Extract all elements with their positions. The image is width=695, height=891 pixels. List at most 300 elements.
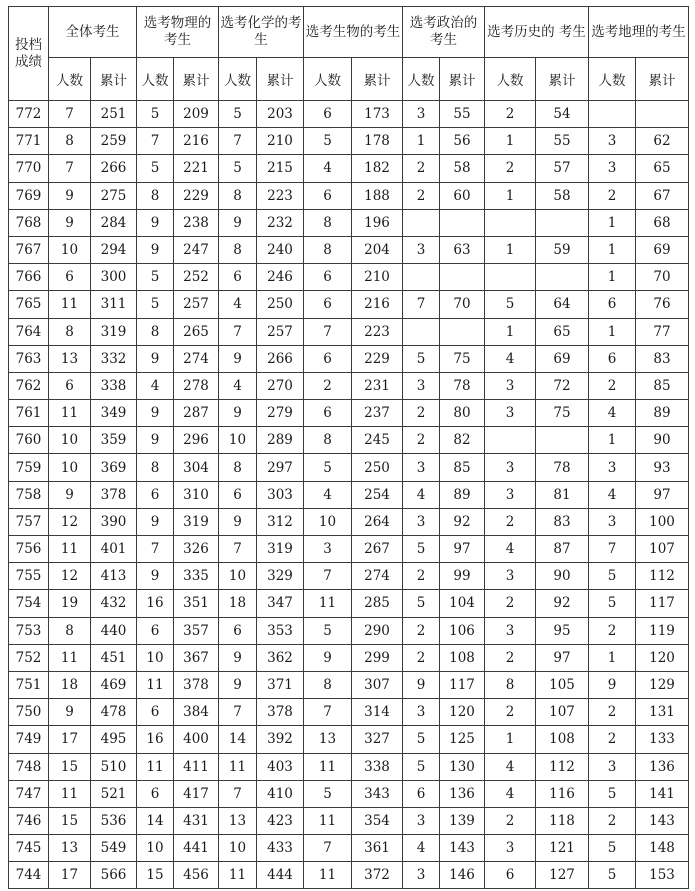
- cell-geography-cumulative: 100: [636, 508, 689, 535]
- cell-biology-cumulative: 223: [352, 318, 403, 345]
- cell-history-cumulative: 112: [536, 753, 589, 780]
- cell-all-cumulative: 251: [91, 101, 137, 128]
- cell-history-count: 2: [485, 644, 536, 671]
- cell-history-cumulative: 72: [536, 372, 589, 399]
- cell-physics-cumulative: 247: [174, 236, 219, 263]
- cell-history-count: 3: [485, 400, 536, 427]
- cell-history-cumulative: 90: [536, 563, 589, 590]
- cell-biology-cumulative: 188: [352, 182, 403, 209]
- cell-chemistry-count: 7: [219, 128, 257, 155]
- header-row-groups: [9, 7, 689, 58]
- cell-physics-cumulative: 319: [174, 508, 219, 535]
- cell-history-count: 3: [485, 481, 536, 508]
- cell-geography-cumulative: 76: [636, 291, 689, 318]
- cell-geography-cumulative: [636, 101, 689, 128]
- cell-physics-count: 6: [137, 780, 174, 807]
- cell-history-count: 5: [485, 291, 536, 318]
- cell-chemistry-count: 11: [219, 862, 257, 889]
- header-cumulative: 累计: [91, 58, 137, 101]
- cell-history-count: 3: [485, 617, 536, 644]
- cell-all-cumulative: 311: [91, 291, 137, 318]
- cell-politics-count: [403, 318, 440, 345]
- cell-score: 769: [9, 182, 49, 209]
- cell-all-count: 11: [49, 780, 91, 807]
- cell-chemistry-cumulative: 289: [257, 427, 304, 454]
- cell-physics-cumulative: 274: [174, 345, 219, 372]
- cell-all-cumulative: 413: [91, 563, 137, 590]
- cell-physics-count: 9: [137, 563, 174, 590]
- header-count: 人数: [485, 58, 536, 101]
- table-row: [9, 454, 689, 481]
- cell-score: 765: [9, 291, 49, 318]
- cell-politics-cumulative: 56: [440, 128, 485, 155]
- cell-history-count: 2: [485, 155, 536, 182]
- cell-biology-count: 8: [304, 427, 352, 454]
- cell-physics-count: 5: [137, 155, 174, 182]
- cell-history-cumulative: 105: [536, 671, 589, 698]
- cell-biology-cumulative: 354: [352, 807, 403, 834]
- cell-geography-cumulative: 97: [636, 481, 689, 508]
- cell-geography-count: 6: [589, 291, 636, 318]
- cell-politics-count: 3: [403, 236, 440, 263]
- cell-all-count: 8: [49, 617, 91, 644]
- cell-all-cumulative: 566: [91, 862, 137, 889]
- cell-politics-cumulative: 99: [440, 563, 485, 590]
- cell-politics-cumulative: 85: [440, 454, 485, 481]
- cell-history-count: 4: [485, 780, 536, 807]
- cell-geography-count: 1: [589, 644, 636, 671]
- header-cumulative: 累计: [440, 58, 485, 101]
- cell-geography-cumulative: 131: [636, 699, 689, 726]
- cell-politics-count: 6: [403, 780, 440, 807]
- cell-all-cumulative: 536: [91, 807, 137, 834]
- cell-geography-cumulative: 68: [636, 209, 689, 236]
- cell-biology-count: 4: [304, 481, 352, 508]
- cell-biology-cumulative: 267: [352, 536, 403, 563]
- cell-all-cumulative: 469: [91, 671, 137, 698]
- cell-physics-cumulative: 304: [174, 454, 219, 481]
- cell-score: 766: [9, 264, 49, 291]
- cell-politics-count: 2: [403, 644, 440, 671]
- cell-score: 770: [9, 155, 49, 182]
- cell-biology-count: 7: [304, 563, 352, 590]
- cell-politics-count: 2: [403, 427, 440, 454]
- cell-biology-count: 6: [304, 101, 352, 128]
- cell-geography-cumulative: 83: [636, 345, 689, 372]
- cell-chemistry-count: 5: [219, 101, 257, 128]
- table-row: [9, 481, 689, 508]
- cell-biology-cumulative: 229: [352, 345, 403, 372]
- header-group-chemistry: 选考化学的考生: [219, 7, 304, 58]
- header-group-history: 选考历史的 考生: [485, 7, 589, 58]
- cell-score: 749: [9, 726, 49, 753]
- cell-chemistry-cumulative: 392: [257, 726, 304, 753]
- cell-geography-cumulative: 119: [636, 617, 689, 644]
- cell-physics-cumulative: 335: [174, 563, 219, 590]
- cell-physics-cumulative: 400: [174, 726, 219, 753]
- cell-politics-count: 5: [403, 590, 440, 617]
- cell-politics-count: 3: [403, 372, 440, 399]
- cell-score: 750: [9, 699, 49, 726]
- cell-physics-count: 8: [137, 454, 174, 481]
- cell-biology-count: 8: [304, 236, 352, 263]
- cell-politics-cumulative: 63: [440, 236, 485, 263]
- cell-all-count: 17: [49, 726, 91, 753]
- cell-all-cumulative: 390: [91, 508, 137, 535]
- cell-history-cumulative: 108: [536, 726, 589, 753]
- header-count: 人数: [49, 58, 91, 101]
- cell-physics-count: 10: [137, 644, 174, 671]
- cell-politics-count: 3: [403, 807, 440, 834]
- cell-all-count: 13: [49, 835, 91, 862]
- cell-all-cumulative: 338: [91, 372, 137, 399]
- cell-politics-cumulative: 106: [440, 617, 485, 644]
- table-row: [9, 209, 689, 236]
- cell-chemistry-count: 13: [219, 807, 257, 834]
- cell-physics-count: 9: [137, 209, 174, 236]
- cell-geography-count: 2: [589, 182, 636, 209]
- cell-geography-cumulative: 153: [636, 862, 689, 889]
- cell-all-count: 9: [49, 209, 91, 236]
- cell-history-cumulative: 54: [536, 101, 589, 128]
- cell-score: 747: [9, 780, 49, 807]
- cell-score: 762: [9, 372, 49, 399]
- cell-physics-count: 15: [137, 862, 174, 889]
- cell-politics-cumulative: 58: [440, 155, 485, 182]
- cell-all-cumulative: 521: [91, 780, 137, 807]
- cell-all-cumulative: 401: [91, 536, 137, 563]
- cell-biology-cumulative: 299: [352, 644, 403, 671]
- cell-physics-cumulative: 378: [174, 671, 219, 698]
- cell-all-cumulative: 432: [91, 590, 137, 617]
- cell-chemistry-cumulative: 433: [257, 835, 304, 862]
- cell-politics-count: 5: [403, 536, 440, 563]
- cell-history-cumulative: 83: [536, 508, 589, 535]
- cell-score: 763: [9, 345, 49, 372]
- cell-geography-count: 2: [589, 617, 636, 644]
- cell-geography-count: 3: [589, 508, 636, 535]
- cell-biology-cumulative: 250: [352, 454, 403, 481]
- cell-all-count: 8: [49, 128, 91, 155]
- cell-history-count: 2: [485, 101, 536, 128]
- cell-politics-count: 7: [403, 291, 440, 318]
- cell-geography-count: 2: [589, 372, 636, 399]
- header-cumulative: 累计: [174, 58, 219, 101]
- cell-politics-count: 3: [403, 508, 440, 535]
- cell-biology-cumulative: 327: [352, 726, 403, 753]
- cell-politics-count: 2: [403, 400, 440, 427]
- cell-history-count: [485, 209, 536, 236]
- cell-all-count: 15: [49, 807, 91, 834]
- header-group-geography: 选考地理的考生: [589, 7, 689, 58]
- cell-biology-cumulative: 307: [352, 671, 403, 698]
- cell-chemistry-count: 6: [219, 481, 257, 508]
- cell-geography-count: 4: [589, 400, 636, 427]
- cell-history-count: 3: [485, 835, 536, 862]
- cell-history-cumulative: 69: [536, 345, 589, 372]
- cell-history-cumulative: [536, 427, 589, 454]
- cell-geography-cumulative: 117: [636, 590, 689, 617]
- cell-politics-count: 5: [403, 345, 440, 372]
- cell-history-count: 2: [485, 590, 536, 617]
- cell-all-count: 9: [49, 182, 91, 209]
- cell-all-cumulative: 378: [91, 481, 137, 508]
- cell-chemistry-count: 9: [219, 209, 257, 236]
- cell-chemistry-count: 7: [219, 318, 257, 345]
- cell-chemistry-cumulative: 319: [257, 536, 304, 563]
- cell-history-cumulative: 116: [536, 780, 589, 807]
- header-score: 投档成绩: [9, 7, 49, 101]
- cell-all-count: 11: [49, 291, 91, 318]
- cell-physics-count: 11: [137, 753, 174, 780]
- cell-chemistry-cumulative: 410: [257, 780, 304, 807]
- cell-geography-cumulative: 129: [636, 671, 689, 698]
- cell-biology-cumulative: 210: [352, 264, 403, 291]
- cell-chemistry-cumulative: 240: [257, 236, 304, 263]
- cell-geography-count: 3: [589, 128, 636, 155]
- cell-chemistry-count: 9: [219, 671, 257, 698]
- cell-all-count: 11: [49, 400, 91, 427]
- cell-history-count: 3: [485, 563, 536, 590]
- cell-history-cumulative: 107: [536, 699, 589, 726]
- cell-politics-cumulative: [440, 264, 485, 291]
- cell-politics-count: 3: [403, 862, 440, 889]
- cell-geography-cumulative: 90: [636, 427, 689, 454]
- cell-biology-count: 11: [304, 590, 352, 617]
- cell-chemistry-cumulative: 444: [257, 862, 304, 889]
- cell-politics-cumulative: 104: [440, 590, 485, 617]
- cell-history-count: 4: [485, 345, 536, 372]
- cell-physics-cumulative: 265: [174, 318, 219, 345]
- cell-politics-cumulative: 125: [440, 726, 485, 753]
- cell-geography-cumulative: 65: [636, 155, 689, 182]
- cell-geography-count: 6: [589, 345, 636, 372]
- cell-history-cumulative: 95: [536, 617, 589, 644]
- table-row: [9, 617, 689, 644]
- cell-score: 755: [9, 563, 49, 590]
- cell-chemistry-cumulative: 232: [257, 209, 304, 236]
- cell-physics-count: 10: [137, 835, 174, 862]
- cell-all-cumulative: 332: [91, 345, 137, 372]
- cell-geography-cumulative: 133: [636, 726, 689, 753]
- cell-physics-count: 6: [137, 481, 174, 508]
- cell-chemistry-cumulative: 223: [257, 182, 304, 209]
- cell-biology-count: 11: [304, 753, 352, 780]
- cell-physics-cumulative: 367: [174, 644, 219, 671]
- cell-score: 753: [9, 617, 49, 644]
- cell-all-cumulative: 495: [91, 726, 137, 753]
- cell-biology-count: 7: [304, 318, 352, 345]
- cell-all-cumulative: 369: [91, 454, 137, 481]
- cell-history-count: 1: [485, 182, 536, 209]
- cell-history-count: 4: [485, 536, 536, 563]
- cell-physics-count: 9: [137, 236, 174, 263]
- header-group-politics: 选考政治的考生: [403, 7, 485, 58]
- table-row: [9, 536, 689, 563]
- cell-politics-cumulative: 60: [440, 182, 485, 209]
- cell-chemistry-count: 11: [219, 753, 257, 780]
- cell-chemistry-cumulative: 403: [257, 753, 304, 780]
- cell-geography-cumulative: 93: [636, 454, 689, 481]
- header-cumulative: 累计: [536, 58, 589, 101]
- cell-geography-count: 2: [589, 726, 636, 753]
- cell-geography-cumulative: 141: [636, 780, 689, 807]
- table-container: [8, 6, 688, 889]
- cell-all-count: 10: [49, 427, 91, 454]
- cell-score: 752: [9, 644, 49, 671]
- cell-chemistry-count: 7: [219, 536, 257, 563]
- cell-chemistry-count: 7: [219, 699, 257, 726]
- table-body: [9, 101, 689, 889]
- cell-history-count: 2: [485, 699, 536, 726]
- cell-all-count: 7: [49, 101, 91, 128]
- cell-all-cumulative: 510: [91, 753, 137, 780]
- cell-politics-cumulative: 130: [440, 753, 485, 780]
- cell-biology-cumulative: 338: [352, 753, 403, 780]
- cell-geography-count: 2: [589, 807, 636, 834]
- cell-all-count: 19: [49, 590, 91, 617]
- cell-chemistry-cumulative: 347: [257, 590, 304, 617]
- cell-chemistry-count: 10: [219, 427, 257, 454]
- cell-score: 744: [9, 862, 49, 889]
- cell-biology-cumulative: 173: [352, 101, 403, 128]
- cell-physics-cumulative: 411: [174, 753, 219, 780]
- cell-politics-count: 4: [403, 481, 440, 508]
- cell-geography-count: 5: [589, 590, 636, 617]
- cell-geography-count: 1: [589, 209, 636, 236]
- cell-politics-cumulative: 108: [440, 644, 485, 671]
- cell-all-count: 6: [49, 264, 91, 291]
- cell-all-cumulative: 478: [91, 699, 137, 726]
- cell-history-cumulative: 55: [536, 128, 589, 155]
- cell-politics-count: 3: [403, 699, 440, 726]
- cell-all-cumulative: 259: [91, 128, 137, 155]
- cell-history-count: 2: [485, 807, 536, 834]
- table-row: [9, 372, 689, 399]
- cell-physics-count: 7: [137, 128, 174, 155]
- cell-physics-cumulative: 278: [174, 372, 219, 399]
- cell-score: 764: [9, 318, 49, 345]
- cell-all-count: 17: [49, 862, 91, 889]
- cell-chemistry-count: 5: [219, 155, 257, 182]
- cell-all-count: 12: [49, 508, 91, 535]
- table-row: [9, 671, 689, 698]
- header-group-physics: 选考物理的考生: [137, 7, 219, 58]
- cell-all-count: 10: [49, 454, 91, 481]
- cell-biology-count: 5: [304, 128, 352, 155]
- cell-physics-cumulative: 229: [174, 182, 219, 209]
- cell-history-cumulative: 65: [536, 318, 589, 345]
- cell-geography-cumulative: 89: [636, 400, 689, 427]
- cell-history-cumulative: 118: [536, 807, 589, 834]
- header-count: 人数: [219, 58, 257, 101]
- cell-physics-cumulative: 209: [174, 101, 219, 128]
- cell-history-cumulative: 121: [536, 835, 589, 862]
- cell-all-count: 10: [49, 236, 91, 263]
- cell-all-count: 6: [49, 372, 91, 399]
- cell-history-cumulative: 92: [536, 590, 589, 617]
- cell-physics-cumulative: 216: [174, 128, 219, 155]
- cell-biology-count: 6: [304, 291, 352, 318]
- cell-geography-cumulative: 85: [636, 372, 689, 399]
- cell-chemistry-count: 18: [219, 590, 257, 617]
- cell-biology-count: 13: [304, 726, 352, 753]
- header-count: 人数: [137, 58, 174, 101]
- cell-geography-count: 5: [589, 563, 636, 590]
- cell-physics-count: 6: [137, 617, 174, 644]
- table-row: [9, 345, 689, 372]
- cell-history-cumulative: 58: [536, 182, 589, 209]
- cell-physics-count: 8: [137, 182, 174, 209]
- table-row: [9, 726, 689, 753]
- cell-history-count: 1: [485, 726, 536, 753]
- cell-score: 756: [9, 536, 49, 563]
- cell-geography-count: 3: [589, 155, 636, 182]
- cell-chemistry-count: 7: [219, 780, 257, 807]
- cell-history-cumulative: 75: [536, 400, 589, 427]
- cell-biology-count: 7: [304, 699, 352, 726]
- cell-politics-cumulative: 143: [440, 835, 485, 862]
- cell-biology-cumulative: 372: [352, 862, 403, 889]
- cell-geography-cumulative: 67: [636, 182, 689, 209]
- cell-score: 767: [9, 236, 49, 263]
- table-row: [9, 644, 689, 671]
- cell-biology-cumulative: 245: [352, 427, 403, 454]
- cell-biology-count: 5: [304, 617, 352, 644]
- cell-chemistry-cumulative: 250: [257, 291, 304, 318]
- cell-all-count: 11: [49, 644, 91, 671]
- cell-score: 748: [9, 753, 49, 780]
- cell-all-count: 13: [49, 345, 91, 372]
- cell-physics-cumulative: 221: [174, 155, 219, 182]
- cell-chemistry-count: 9: [219, 644, 257, 671]
- cell-physics-cumulative: 431: [174, 807, 219, 834]
- cell-history-count: [485, 264, 536, 291]
- cell-biology-cumulative: 361: [352, 835, 403, 862]
- cell-politics-cumulative: 80: [440, 400, 485, 427]
- cell-score: 754: [9, 590, 49, 617]
- cell-politics-cumulative: 146: [440, 862, 485, 889]
- cell-history-cumulative: 64: [536, 291, 589, 318]
- cell-politics-cumulative: 136: [440, 780, 485, 807]
- cell-score: 761: [9, 400, 49, 427]
- header-cumulative: 累计: [257, 58, 304, 101]
- cell-geography-count: 7: [589, 536, 636, 563]
- header-group-all: 全体考生: [49, 7, 137, 58]
- cell-biology-count: 9: [304, 644, 352, 671]
- cell-physics-cumulative: 257: [174, 291, 219, 318]
- cell-politics-count: [403, 264, 440, 291]
- cell-history-count: 3: [485, 372, 536, 399]
- cell-politics-count: 1: [403, 128, 440, 155]
- cell-physics-cumulative: 351: [174, 590, 219, 617]
- cell-score: 759: [9, 454, 49, 481]
- cell-score: 768: [9, 209, 49, 236]
- cell-politics-cumulative: 92: [440, 508, 485, 535]
- cell-biology-cumulative: 231: [352, 372, 403, 399]
- cell-physics-cumulative: 417: [174, 780, 219, 807]
- cell-biology-cumulative: 196: [352, 209, 403, 236]
- cell-geography-count: [589, 101, 636, 128]
- cell-geography-count: 3: [589, 454, 636, 481]
- cell-physics-cumulative: 310: [174, 481, 219, 508]
- cell-politics-count: 4: [403, 835, 440, 862]
- cell-chemistry-count: 10: [219, 563, 257, 590]
- cell-geography-cumulative: 143: [636, 807, 689, 834]
- cell-physics-count: 8: [137, 318, 174, 345]
- cell-physics-count: 7: [137, 536, 174, 563]
- cell-chemistry-count: 9: [219, 508, 257, 535]
